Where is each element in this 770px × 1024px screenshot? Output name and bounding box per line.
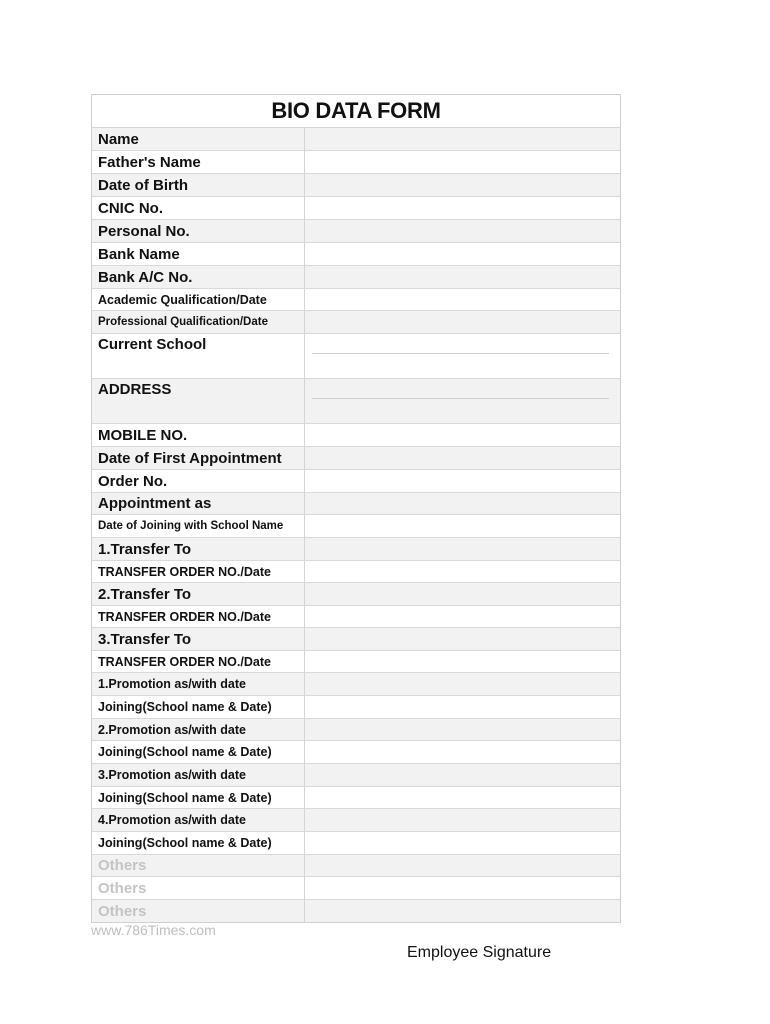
field-value-cell[interactable] <box>305 515 620 537</box>
field-value-cell[interactable] <box>305 696 620 718</box>
field-value-cell[interactable] <box>305 561 620 582</box>
field-value-cell[interactable] <box>305 651 620 672</box>
field-label: Professional Qualification/Date <box>92 311 305 333</box>
form-row <box>92 174 620 197</box>
field-value-cell[interactable] <box>305 151 620 173</box>
field-value-cell[interactable] <box>305 628 620 650</box>
field-value-cell[interactable] <box>305 538 620 560</box>
form-row <box>92 764 620 787</box>
field-label: Others <box>92 900 305 922</box>
form-row <box>92 220 620 243</box>
field-label: 3.Promotion as/with date <box>92 764 305 786</box>
form-row <box>92 243 620 266</box>
field-label: Name <box>92 128 305 150</box>
field-value-cell[interactable] <box>305 311 620 333</box>
underline-divider <box>312 353 609 354</box>
field-label: 1.Transfer To <box>92 538 305 560</box>
field-label: MOBILE NO. <box>92 424 305 446</box>
field-label: Joining(School name & Date) <box>92 696 305 718</box>
field-value-cell[interactable] <box>305 447 620 469</box>
field-label: 4.Promotion as/with date <box>92 809 305 831</box>
form-row <box>92 128 620 151</box>
form-row <box>92 900 620 922</box>
field-value-cell[interactable] <box>305 832 620 854</box>
field-value-cell[interactable] <box>305 900 620 922</box>
field-label: Appointment as <box>92 493 305 514</box>
form-row <box>92 561 620 583</box>
form-row <box>92 538 620 561</box>
employee-signature-label: Employee Signature <box>407 944 552 961</box>
form-row <box>92 719 620 741</box>
form-row <box>92 266 620 289</box>
field-label: Order No. <box>92 470 305 492</box>
underline-divider <box>312 398 609 399</box>
form-row <box>92 515 620 538</box>
form-row <box>92 673 620 696</box>
field-value-cell[interactable] <box>305 424 620 446</box>
field-label: Date of Joining with School Name <box>92 515 305 537</box>
field-value-cell[interactable] <box>305 877 620 899</box>
form-row <box>92 628 620 651</box>
form-row <box>92 379 620 424</box>
field-value-cell[interactable] <box>305 220 620 242</box>
field-label: TRANSFER ORDER NO./Date <box>92 561 305 582</box>
field-value-cell[interactable] <box>305 606 620 627</box>
field-value-cell[interactable] <box>305 741 620 763</box>
field-label: Current School <box>92 334 305 378</box>
form-row <box>92 606 620 628</box>
form-row <box>92 311 620 334</box>
field-label: Bank A/C No. <box>92 266 305 288</box>
field-label: Bank Name <box>92 243 305 265</box>
field-label: 3.Transfer To <box>92 628 305 650</box>
field-value-cell[interactable] <box>305 583 620 605</box>
field-value-cell[interactable] <box>305 673 620 695</box>
field-value-cell[interactable] <box>305 128 620 150</box>
form-row <box>92 197 620 220</box>
form-row <box>92 741 620 764</box>
form-row <box>92 493 620 515</box>
form-row <box>92 855 620 877</box>
form-row <box>92 787 620 809</box>
field-value-cell[interactable] <box>305 243 620 265</box>
bio-data-form <box>91 94 621 923</box>
field-label: Others <box>92 855 305 876</box>
field-value-cell[interactable] <box>305 197 620 219</box>
field-value-cell[interactable] <box>305 470 620 492</box>
form-rows <box>92 128 620 922</box>
field-value-cell[interactable] <box>305 855 620 876</box>
field-label: TRANSFER ORDER NO./Date <box>92 606 305 627</box>
field-label: Joining(School name & Date) <box>92 787 305 808</box>
field-label: Joining(School name & Date) <box>92 741 305 763</box>
form-row <box>92 424 620 447</box>
field-label: Academic Qualification/Date <box>92 289 305 310</box>
field-value-cell[interactable] <box>305 379 620 423</box>
field-label: Others <box>92 877 305 899</box>
form-row <box>92 470 620 493</box>
field-value-cell[interactable] <box>305 719 620 740</box>
field-label: 1.Promotion as/with date <box>92 673 305 695</box>
field-value-cell[interactable] <box>305 809 620 831</box>
field-label: TRANSFER ORDER NO./Date <box>92 651 305 672</box>
field-value-cell[interactable] <box>305 334 620 378</box>
field-label: 2.Transfer To <box>92 583 305 605</box>
field-label: Personal No. <box>92 220 305 242</box>
field-value-cell[interactable] <box>305 289 620 310</box>
form-row <box>92 151 620 174</box>
form-row <box>92 809 620 832</box>
field-label: Date of Birth <box>92 174 305 196</box>
watermark-text: www.786Times.com <box>91 922 216 938</box>
form-row <box>92 696 620 719</box>
form-row <box>92 877 620 900</box>
field-value-cell[interactable] <box>305 764 620 786</box>
form-row <box>92 334 620 379</box>
field-label: 2.Promotion as/with date <box>92 719 305 740</box>
field-label: Date of First Appointment <box>92 447 305 469</box>
form-row <box>92 447 620 470</box>
field-value-cell[interactable] <box>305 266 620 288</box>
form-row <box>92 651 620 673</box>
form-title: BIO DATA FORM <box>92 95 620 128</box>
form-row <box>92 289 620 311</box>
field-value-cell[interactable] <box>305 174 620 196</box>
field-value-cell[interactable] <box>305 493 620 514</box>
field-label: Father's Name <box>92 151 305 173</box>
form-row <box>92 583 620 606</box>
field-value-cell[interactable] <box>305 787 620 808</box>
field-label: ADDRESS <box>92 379 305 423</box>
field-label: CNIC No. <box>92 197 305 219</box>
form-row <box>92 832 620 855</box>
field-label: Joining(School name & Date) <box>92 832 305 854</box>
